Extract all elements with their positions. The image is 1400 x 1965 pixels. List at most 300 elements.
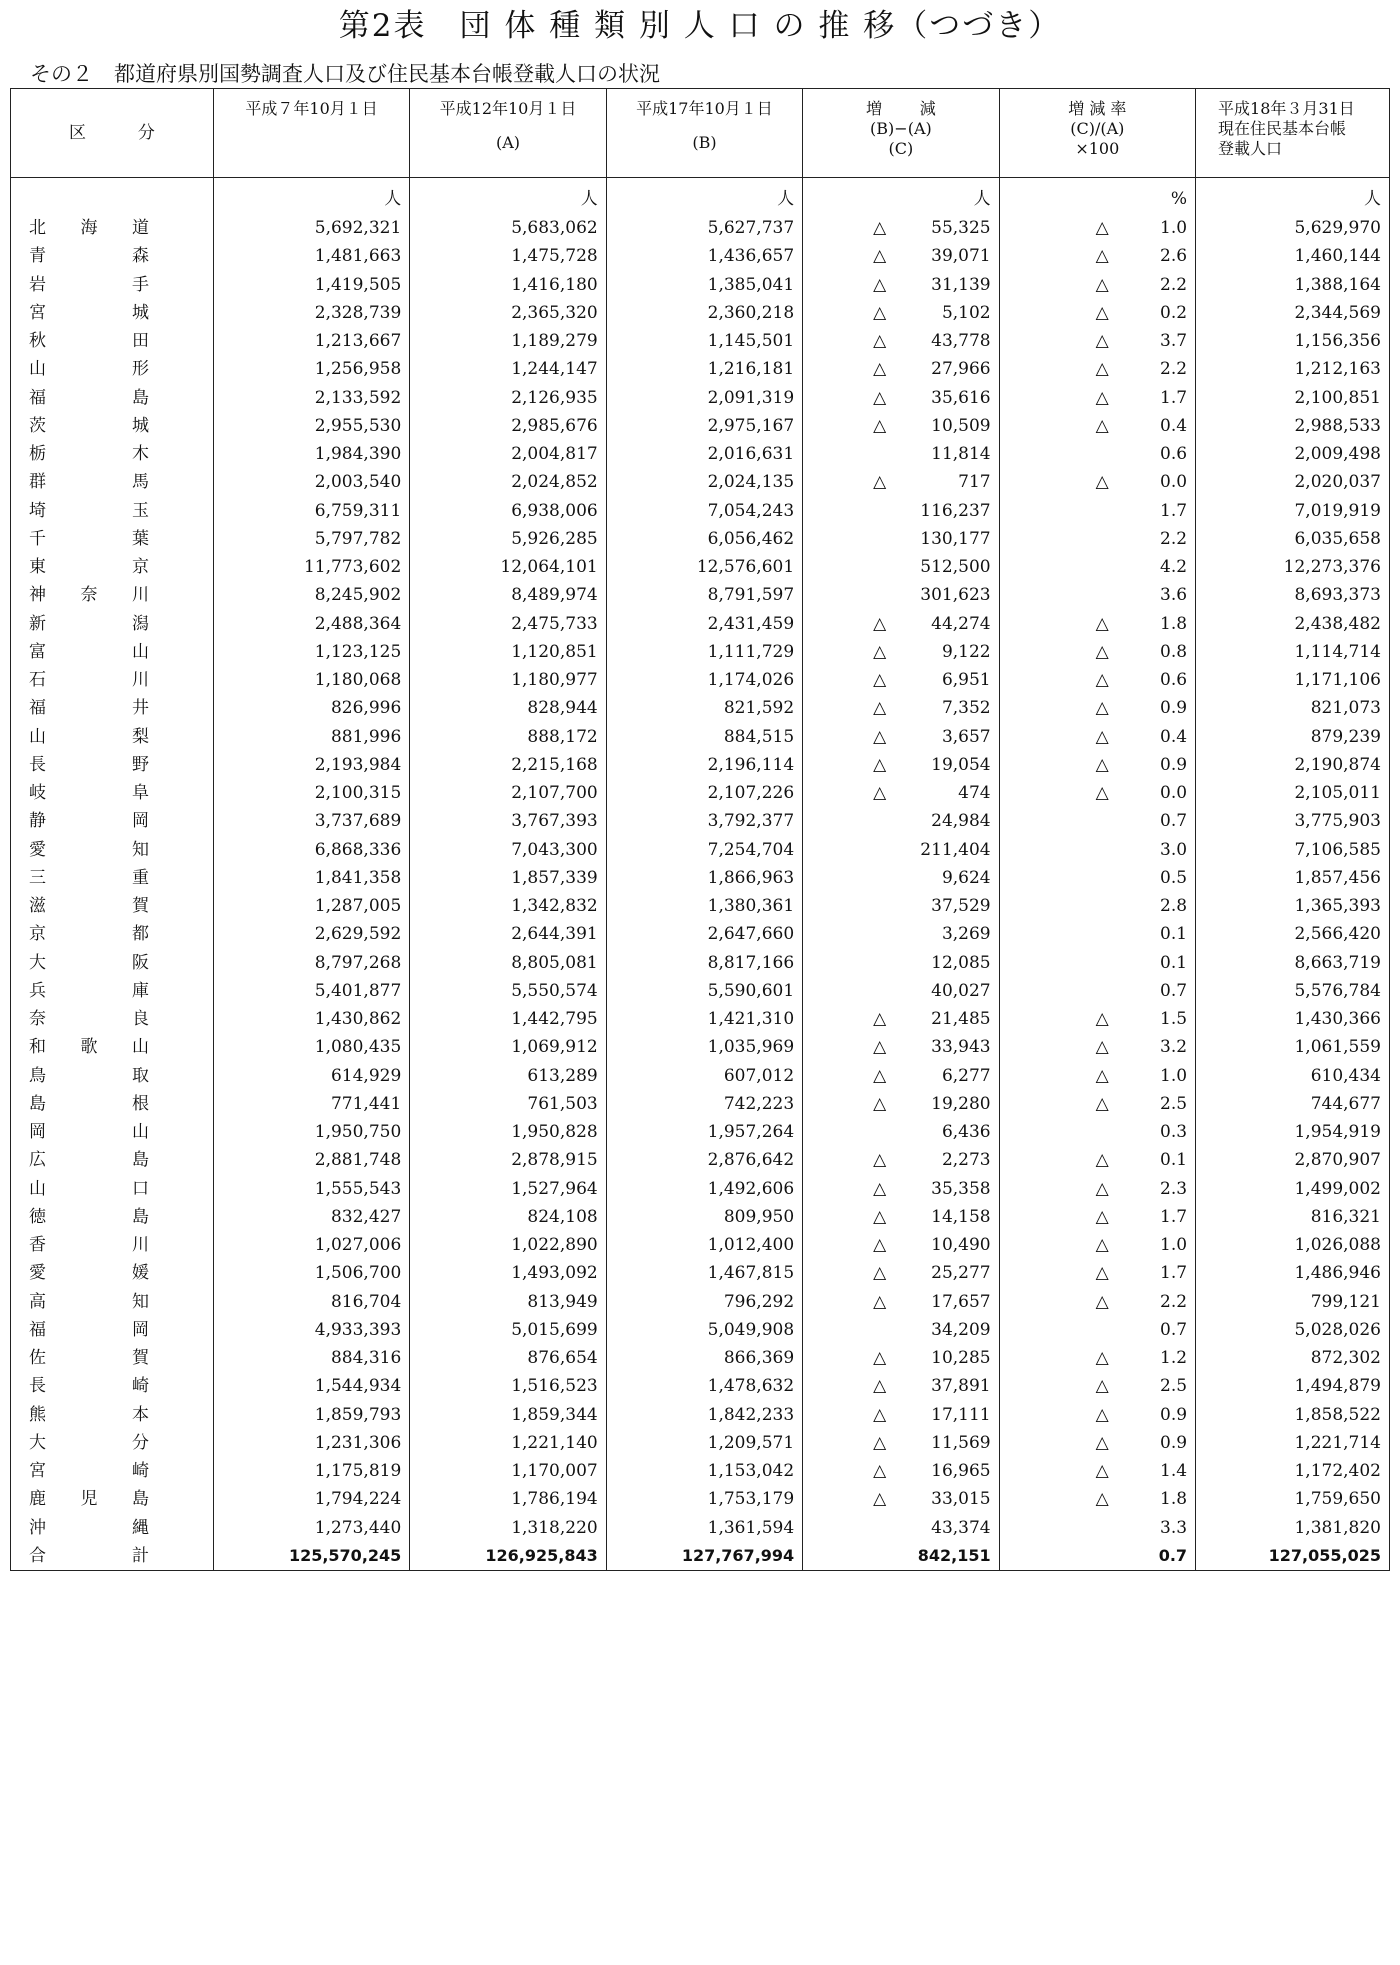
change-rate: △ 1.0: [999, 1231, 1195, 1259]
population-h17: 866,369: [606, 1344, 802, 1372]
registry-population: 879,239: [1196, 723, 1390, 751]
table-row: [11, 1344, 1390, 1372]
population-h17: 809,950: [606, 1203, 802, 1231]
change-value: 9,624: [803, 864, 999, 892]
population-h7: 1,419,505: [213, 271, 409, 299]
table-row: [11, 920, 1390, 948]
population-h17: 2,876,642: [606, 1146, 802, 1174]
change-rate: △ 1.0: [999, 1062, 1195, 1090]
change-rate: △ 1.8: [999, 610, 1195, 638]
change-value: 130,177: [803, 525, 999, 553]
registry-population: 2,988,533: [1196, 412, 1390, 440]
registry-population: 6,035,658: [1196, 525, 1390, 553]
decrease-marker-icon: △: [1095, 218, 1109, 239]
change-value: 40,027: [803, 977, 999, 1005]
change-rate: △ 2.3: [999, 1175, 1195, 1203]
prefecture-name: 茨 城: [11, 412, 214, 440]
population-h12: 828,944: [410, 694, 606, 722]
population-h7: 4,933,393: [213, 1316, 409, 1344]
decrease-marker-icon: △: [1095, 415, 1109, 436]
change-rate: △ 3.7: [999, 327, 1195, 355]
population-h12: 2,475,733: [410, 610, 606, 638]
table-row: [11, 1259, 1390, 1287]
prefecture-name: 高 知: [11, 1288, 214, 1316]
registry-population: 1,172,402: [1196, 1457, 1390, 1485]
change-rate: △ 0.9: [999, 751, 1195, 779]
table-row: [11, 1203, 1390, 1231]
table-subtitle: その２ 都道府県別国勢調査人口及び住民基本台帳登載人口の状況: [30, 62, 660, 86]
prefecture-name: 沖 縄: [11, 1514, 214, 1542]
decrease-marker-icon: △: [873, 1376, 887, 1397]
decrease-marker-icon: △: [1095, 1263, 1109, 1284]
total-change: 842,151: [803, 1542, 999, 1571]
decrease-marker-icon: △: [873, 1432, 887, 1453]
population-h12: 888,172: [410, 723, 606, 751]
population-h12: 1,493,092: [410, 1259, 606, 1287]
population-h17: 1,866,963: [606, 864, 802, 892]
population-h12: 1,170,007: [410, 1457, 606, 1485]
population-h12: 824,108: [410, 1203, 606, 1231]
population-h12: 2,107,700: [410, 779, 606, 807]
change-rate: 3.0: [999, 836, 1195, 864]
population-h7: 614,929: [213, 1062, 409, 1090]
prefecture-name: 大 分: [11, 1429, 214, 1457]
population-h7: 2,488,364: [213, 610, 409, 638]
change-rate: 0.7: [999, 977, 1195, 1005]
population-h12: 2,024,852: [410, 468, 606, 496]
population-h12: 1,180,977: [410, 666, 606, 694]
population-h7: 2,629,592: [213, 920, 409, 948]
population-h12: 1,516,523: [410, 1372, 606, 1400]
prefecture-name: 愛 知: [11, 836, 214, 864]
population-h17: 1,385,041: [606, 271, 802, 299]
decrease-marker-icon: △: [873, 387, 887, 408]
population-h7: 1,841,358: [213, 864, 409, 892]
change-rate: △ 1.7: [999, 384, 1195, 412]
decrease-marker-icon: △: [873, 670, 887, 691]
decrease-marker-icon: △: [873, 783, 887, 804]
prefecture-name: 宮 崎: [11, 1457, 214, 1485]
header-registry: 平成18年３月31日 現在住民基本台帳 登載人口: [1196, 89, 1390, 178]
registry-population: 816,321: [1196, 1203, 1390, 1231]
change-rate: △ 1.5: [999, 1005, 1195, 1033]
decrease-marker-icon: △: [873, 1461, 887, 1482]
population-h17: 821,592: [606, 694, 802, 722]
population-h17: 1,216,181: [606, 355, 802, 383]
change-rate: 3.6: [999, 581, 1195, 609]
population-h7: 1,231,306: [213, 1429, 409, 1457]
decrease-marker-icon: △: [873, 641, 887, 662]
table-row: [11, 1288, 1390, 1316]
change-value: △ 17,111: [803, 1401, 999, 1429]
unit-cell: 人: [606, 178, 802, 215]
population-h17: 1,436,657: [606, 242, 802, 270]
decrease-marker-icon: △: [1095, 1065, 1109, 1086]
population-h12: 613,289: [410, 1062, 606, 1090]
table-row: [11, 807, 1390, 835]
unit-cell: 人: [1196, 178, 1390, 215]
population-h7: 8,245,902: [213, 581, 409, 609]
prefecture-name: 岐 阜: [11, 779, 214, 807]
population-h17: 1,145,501: [606, 327, 802, 355]
change-value: △ 6,951: [803, 666, 999, 694]
prefecture-name: 栃 木: [11, 440, 214, 468]
registry-population: 2,020,037: [1196, 468, 1390, 496]
decrease-marker-icon: △: [1095, 359, 1109, 380]
population-h7: 1,027,006: [213, 1231, 409, 1259]
population-h7: 1,256,958: [213, 355, 409, 383]
change-value: △ 43,778: [803, 327, 999, 355]
registry-population: 799,121: [1196, 1288, 1390, 1316]
registry-population: 872,302: [1196, 1344, 1390, 1372]
change-rate: △ 2.2: [999, 1288, 1195, 1316]
population-h12: 1,189,279: [410, 327, 606, 355]
decrease-marker-icon: △: [873, 726, 887, 747]
change-value: △ 31,139: [803, 271, 999, 299]
prefecture-name: 千 葉: [11, 525, 214, 553]
table-row: [11, 666, 1390, 694]
registry-population: 1,857,456: [1196, 864, 1390, 892]
decrease-marker-icon: △: [873, 218, 887, 239]
decrease-marker-icon: △: [873, 1093, 887, 1114]
change-value: 3,269: [803, 920, 999, 948]
registry-population: 1,026,088: [1196, 1231, 1390, 1259]
units-row: [11, 178, 1390, 215]
registry-population: 1,388,164: [1196, 271, 1390, 299]
table-row: [11, 1005, 1390, 1033]
prefecture-name: 神 奈 川: [11, 581, 214, 609]
population-h12: 1,318,220: [410, 1514, 606, 1542]
prefecture-name: 山 梨: [11, 723, 214, 751]
header-h7: 平成７年10月１日: [213, 89, 409, 178]
registry-population: 2,009,498: [1196, 440, 1390, 468]
change-rate: △ 1.8: [999, 1485, 1195, 1513]
change-rate: △ 1.7: [999, 1259, 1195, 1287]
decrease-marker-icon: △: [873, 1065, 887, 1086]
prefecture-name: 福 井: [11, 694, 214, 722]
prefecture-name: 埼 玉: [11, 497, 214, 525]
total-registry: 127,055,025: [1196, 1542, 1390, 1571]
change-value: △ 717: [803, 468, 999, 496]
change-value: 11,814: [803, 440, 999, 468]
prefecture-name: 愛 媛: [11, 1259, 214, 1287]
table-row: [11, 214, 1390, 242]
change-value: △ 5,102: [803, 299, 999, 327]
population-h17: 2,647,660: [606, 920, 802, 948]
change-value: △ 21,485: [803, 1005, 999, 1033]
decrease-marker-icon: △: [1095, 670, 1109, 691]
prefecture-name: 北 海 道: [11, 214, 214, 242]
decrease-marker-icon: △: [1095, 783, 1109, 804]
population-h12: 2,985,676: [410, 412, 606, 440]
registry-population: 2,438,482: [1196, 610, 1390, 638]
registry-population: 12,273,376: [1196, 553, 1390, 581]
population-h7: 6,868,336: [213, 836, 409, 864]
table-row: [11, 1514, 1390, 1542]
prefecture-name: 岩 手: [11, 271, 214, 299]
table-row: [11, 1062, 1390, 1090]
decrease-marker-icon: △: [873, 1489, 887, 1510]
table-row: [11, 1372, 1390, 1400]
total-rate: 0.7: [999, 1542, 1195, 1571]
registry-population: 2,566,420: [1196, 920, 1390, 948]
change-value: 37,529: [803, 892, 999, 920]
table-body: [11, 178, 1390, 1571]
table-row: [11, 412, 1390, 440]
table-row: [11, 779, 1390, 807]
change-rate: △ 0.8: [999, 638, 1195, 666]
population-h12: 1,244,147: [410, 355, 606, 383]
population-h17: 1,035,969: [606, 1033, 802, 1061]
decrease-marker-icon: △: [1095, 1206, 1109, 1227]
registry-population: 3,775,903: [1196, 807, 1390, 835]
registry-population: 7,019,919: [1196, 497, 1390, 525]
decrease-marker-icon: △: [1095, 1376, 1109, 1397]
registry-population: 1,494,879: [1196, 1372, 1390, 1400]
decrease-marker-icon: △: [1095, 1489, 1109, 1510]
population-h7: 5,692,321: [213, 214, 409, 242]
decrease-marker-icon: △: [1095, 1037, 1109, 1058]
population-h12: 12,064,101: [410, 553, 606, 581]
population-h17: 5,627,737: [606, 214, 802, 242]
table-row: [11, 977, 1390, 1005]
population-h17: 1,842,233: [606, 1401, 802, 1429]
change-rate: △ 0.0: [999, 779, 1195, 807]
change-rate: △ 2.5: [999, 1090, 1195, 1118]
population-h17: 12,576,601: [606, 553, 802, 581]
decrease-marker-icon: △: [873, 1037, 887, 1058]
population-h17: 742,223: [606, 1090, 802, 1118]
table-row: [11, 1485, 1390, 1513]
population-h12: 8,805,081: [410, 949, 606, 977]
prefecture-name: 福 島: [11, 384, 214, 412]
table-row: [11, 497, 1390, 525]
population-h17: 2,196,114: [606, 751, 802, 779]
change-value: △ 33,015: [803, 1485, 999, 1513]
population-h17: 2,431,459: [606, 610, 802, 638]
table-row: [11, 892, 1390, 920]
change-rate: 2.8: [999, 892, 1195, 920]
change-value: △ 10,285: [803, 1344, 999, 1372]
registry-population: 1,114,714: [1196, 638, 1390, 666]
population-h12: 1,120,851: [410, 638, 606, 666]
population-h7: 1,180,068: [213, 666, 409, 694]
table-row: [11, 751, 1390, 779]
registry-population: 2,100,851: [1196, 384, 1390, 412]
table-row: [11, 949, 1390, 977]
population-h7: 2,193,984: [213, 751, 409, 779]
change-value: △ 27,966: [803, 355, 999, 383]
decrease-marker-icon: △: [1095, 1348, 1109, 1369]
decrease-marker-icon: △: [1095, 1235, 1109, 1256]
change-value: △ 17,657: [803, 1288, 999, 1316]
change-value: △ 474: [803, 779, 999, 807]
population-h12: 2,004,817: [410, 440, 606, 468]
change-value: △ 55,325: [803, 214, 999, 242]
registry-population: 1,381,820: [1196, 1514, 1390, 1542]
decrease-marker-icon: △: [873, 1263, 887, 1284]
population-h7: 2,100,315: [213, 779, 409, 807]
population-h17: 5,590,601: [606, 977, 802, 1005]
table-row: [11, 638, 1390, 666]
population-h7: 884,316: [213, 1344, 409, 1372]
change-value: △ 25,277: [803, 1259, 999, 1287]
population-h12: 1,221,140: [410, 1429, 606, 1457]
total-h17: 127,767,994: [606, 1542, 802, 1571]
table-row: [11, 1401, 1390, 1429]
prefecture-name: 香 川: [11, 1231, 214, 1259]
prefecture-name: 青 森: [11, 242, 214, 270]
change-rate: △ 2.6: [999, 242, 1195, 270]
population-h17: 2,107,226: [606, 779, 802, 807]
change-value: △ 10,490: [803, 1231, 999, 1259]
change-value: △ 9,122: [803, 638, 999, 666]
prefecture-name: 合 計: [11, 1542, 214, 1571]
population-h12: 1,857,339: [410, 864, 606, 892]
change-rate: △ 3.2: [999, 1033, 1195, 1061]
decrease-marker-icon: △: [1095, 387, 1109, 408]
total-h12: 126,925,843: [410, 1542, 606, 1571]
prefecture-name: 新 潟: [11, 610, 214, 638]
table-row: [11, 864, 1390, 892]
change-rate: 0.1: [999, 949, 1195, 977]
population-h7: 1,213,667: [213, 327, 409, 355]
population-h7: 1,080,435: [213, 1033, 409, 1061]
population-h7: 6,759,311: [213, 497, 409, 525]
population-h7: 2,133,592: [213, 384, 409, 412]
population-h17: 5,049,908: [606, 1316, 802, 1344]
population-h7: 1,273,440: [213, 1514, 409, 1542]
change-value: △ 16,965: [803, 1457, 999, 1485]
decrease-marker-icon: △: [873, 1291, 887, 1312]
population-h7: 826,996: [213, 694, 409, 722]
change-rate: 0.6: [999, 440, 1195, 468]
decrease-marker-icon: △: [873, 415, 887, 436]
change-rate: △ 0.9: [999, 694, 1195, 722]
decrease-marker-icon: △: [1095, 1404, 1109, 1425]
change-value: 301,623: [803, 581, 999, 609]
population-h12: 876,654: [410, 1344, 606, 1372]
registry-population: 2,190,874: [1196, 751, 1390, 779]
decrease-marker-icon: △: [1095, 1461, 1109, 1482]
unit-cell: 人: [213, 178, 409, 215]
population-h7: 832,427: [213, 1203, 409, 1231]
change-rate: △ 0.1: [999, 1146, 1195, 1174]
change-value: 512,500: [803, 553, 999, 581]
table-row: [11, 1231, 1390, 1259]
change-value: 24,984: [803, 807, 999, 835]
population-h17: 796,292: [606, 1288, 802, 1316]
prefecture-name: 富 山: [11, 638, 214, 666]
population-h12: 1,786,194: [410, 1485, 606, 1513]
population-h12: 7,043,300: [410, 836, 606, 864]
population-h7: 3,737,689: [213, 807, 409, 835]
change-rate: 0.5: [999, 864, 1195, 892]
change-value: 43,374: [803, 1514, 999, 1542]
population-h17: 1,467,815: [606, 1259, 802, 1287]
population-h17: 1,111,729: [606, 638, 802, 666]
decrease-marker-icon: △: [1095, 246, 1109, 267]
prefecture-name: 福 岡: [11, 1316, 214, 1344]
table-row: [11, 1429, 1390, 1457]
table-row: [11, 1090, 1390, 1118]
prefecture-name: 長 野: [11, 751, 214, 779]
table-row: [11, 581, 1390, 609]
prefecture-name: 徳 島: [11, 1203, 214, 1231]
change-rate: △ 0.6: [999, 666, 1195, 694]
decrease-marker-icon: △: [1095, 1291, 1109, 1312]
decrease-marker-icon: △: [1095, 331, 1109, 352]
change-rate: △ 0.9: [999, 1401, 1195, 1429]
decrease-marker-icon: △: [873, 1206, 887, 1227]
registry-population: 1,486,946: [1196, 1259, 1390, 1287]
change-value: △ 7,352: [803, 694, 999, 722]
population-h17: 1,421,310: [606, 1005, 802, 1033]
change-rate: △ 0.2: [999, 299, 1195, 327]
registry-population: 5,576,784: [1196, 977, 1390, 1005]
registry-population: 744,677: [1196, 1090, 1390, 1118]
table-row: [11, 553, 1390, 581]
prefecture-name: 佐 賀: [11, 1344, 214, 1372]
registry-population: 8,693,373: [1196, 581, 1390, 609]
change-value: 12,085: [803, 949, 999, 977]
population-h17: 1,361,594: [606, 1514, 802, 1542]
population-h12: 1,022,890: [410, 1231, 606, 1259]
population-h7: 1,544,934: [213, 1372, 409, 1400]
registry-population: 1,759,650: [1196, 1485, 1390, 1513]
population-h12: 3,767,393: [410, 807, 606, 835]
population-h12: 1,416,180: [410, 271, 606, 299]
decrease-marker-icon: △: [1095, 641, 1109, 662]
population-h17: 1,174,026: [606, 666, 802, 694]
population-table: [10, 88, 1390, 1571]
population-h12: 2,365,320: [410, 299, 606, 327]
population-h12: 1,859,344: [410, 1401, 606, 1429]
decrease-marker-icon: △: [873, 302, 887, 323]
population-h7: 1,481,663: [213, 242, 409, 270]
prefecture-name: 島 根: [11, 1090, 214, 1118]
table-row: [11, 327, 1390, 355]
population-h12: 1,069,912: [410, 1033, 606, 1061]
change-value: △ 35,616: [803, 384, 999, 412]
registry-population: 1,212,163: [1196, 355, 1390, 383]
prefecture-name: 鹿 児 島: [11, 1485, 214, 1513]
population-h7: 2,955,530: [213, 412, 409, 440]
population-h17: 3,792,377: [606, 807, 802, 835]
population-h7: 771,441: [213, 1090, 409, 1118]
population-h12: 5,015,699: [410, 1316, 606, 1344]
table-row: [11, 723, 1390, 751]
header-change-rate: 増 減 率 (C)/(A) ×100: [999, 89, 1195, 178]
change-rate: △ 0.4: [999, 412, 1195, 440]
change-rate: △ 2.2: [999, 355, 1195, 383]
population-h12: 5,550,574: [410, 977, 606, 1005]
registry-population: 1,460,144: [1196, 242, 1390, 270]
population-h17: 8,817,166: [606, 949, 802, 977]
population-h17: 2,016,631: [606, 440, 802, 468]
decrease-marker-icon: △: [1095, 274, 1109, 295]
decrease-marker-icon: △: [873, 1009, 887, 1030]
decrease-marker-icon: △: [873, 359, 887, 380]
registry-population: 7,106,585: [1196, 836, 1390, 864]
change-value: △ 11,569: [803, 1429, 999, 1457]
table-row: [11, 525, 1390, 553]
registry-population: 1,171,106: [1196, 666, 1390, 694]
registry-population: 1,061,559: [1196, 1033, 1390, 1061]
registry-population: 5,028,026: [1196, 1316, 1390, 1344]
change-rate: 0.3: [999, 1118, 1195, 1146]
population-h12: 1,342,832: [410, 892, 606, 920]
